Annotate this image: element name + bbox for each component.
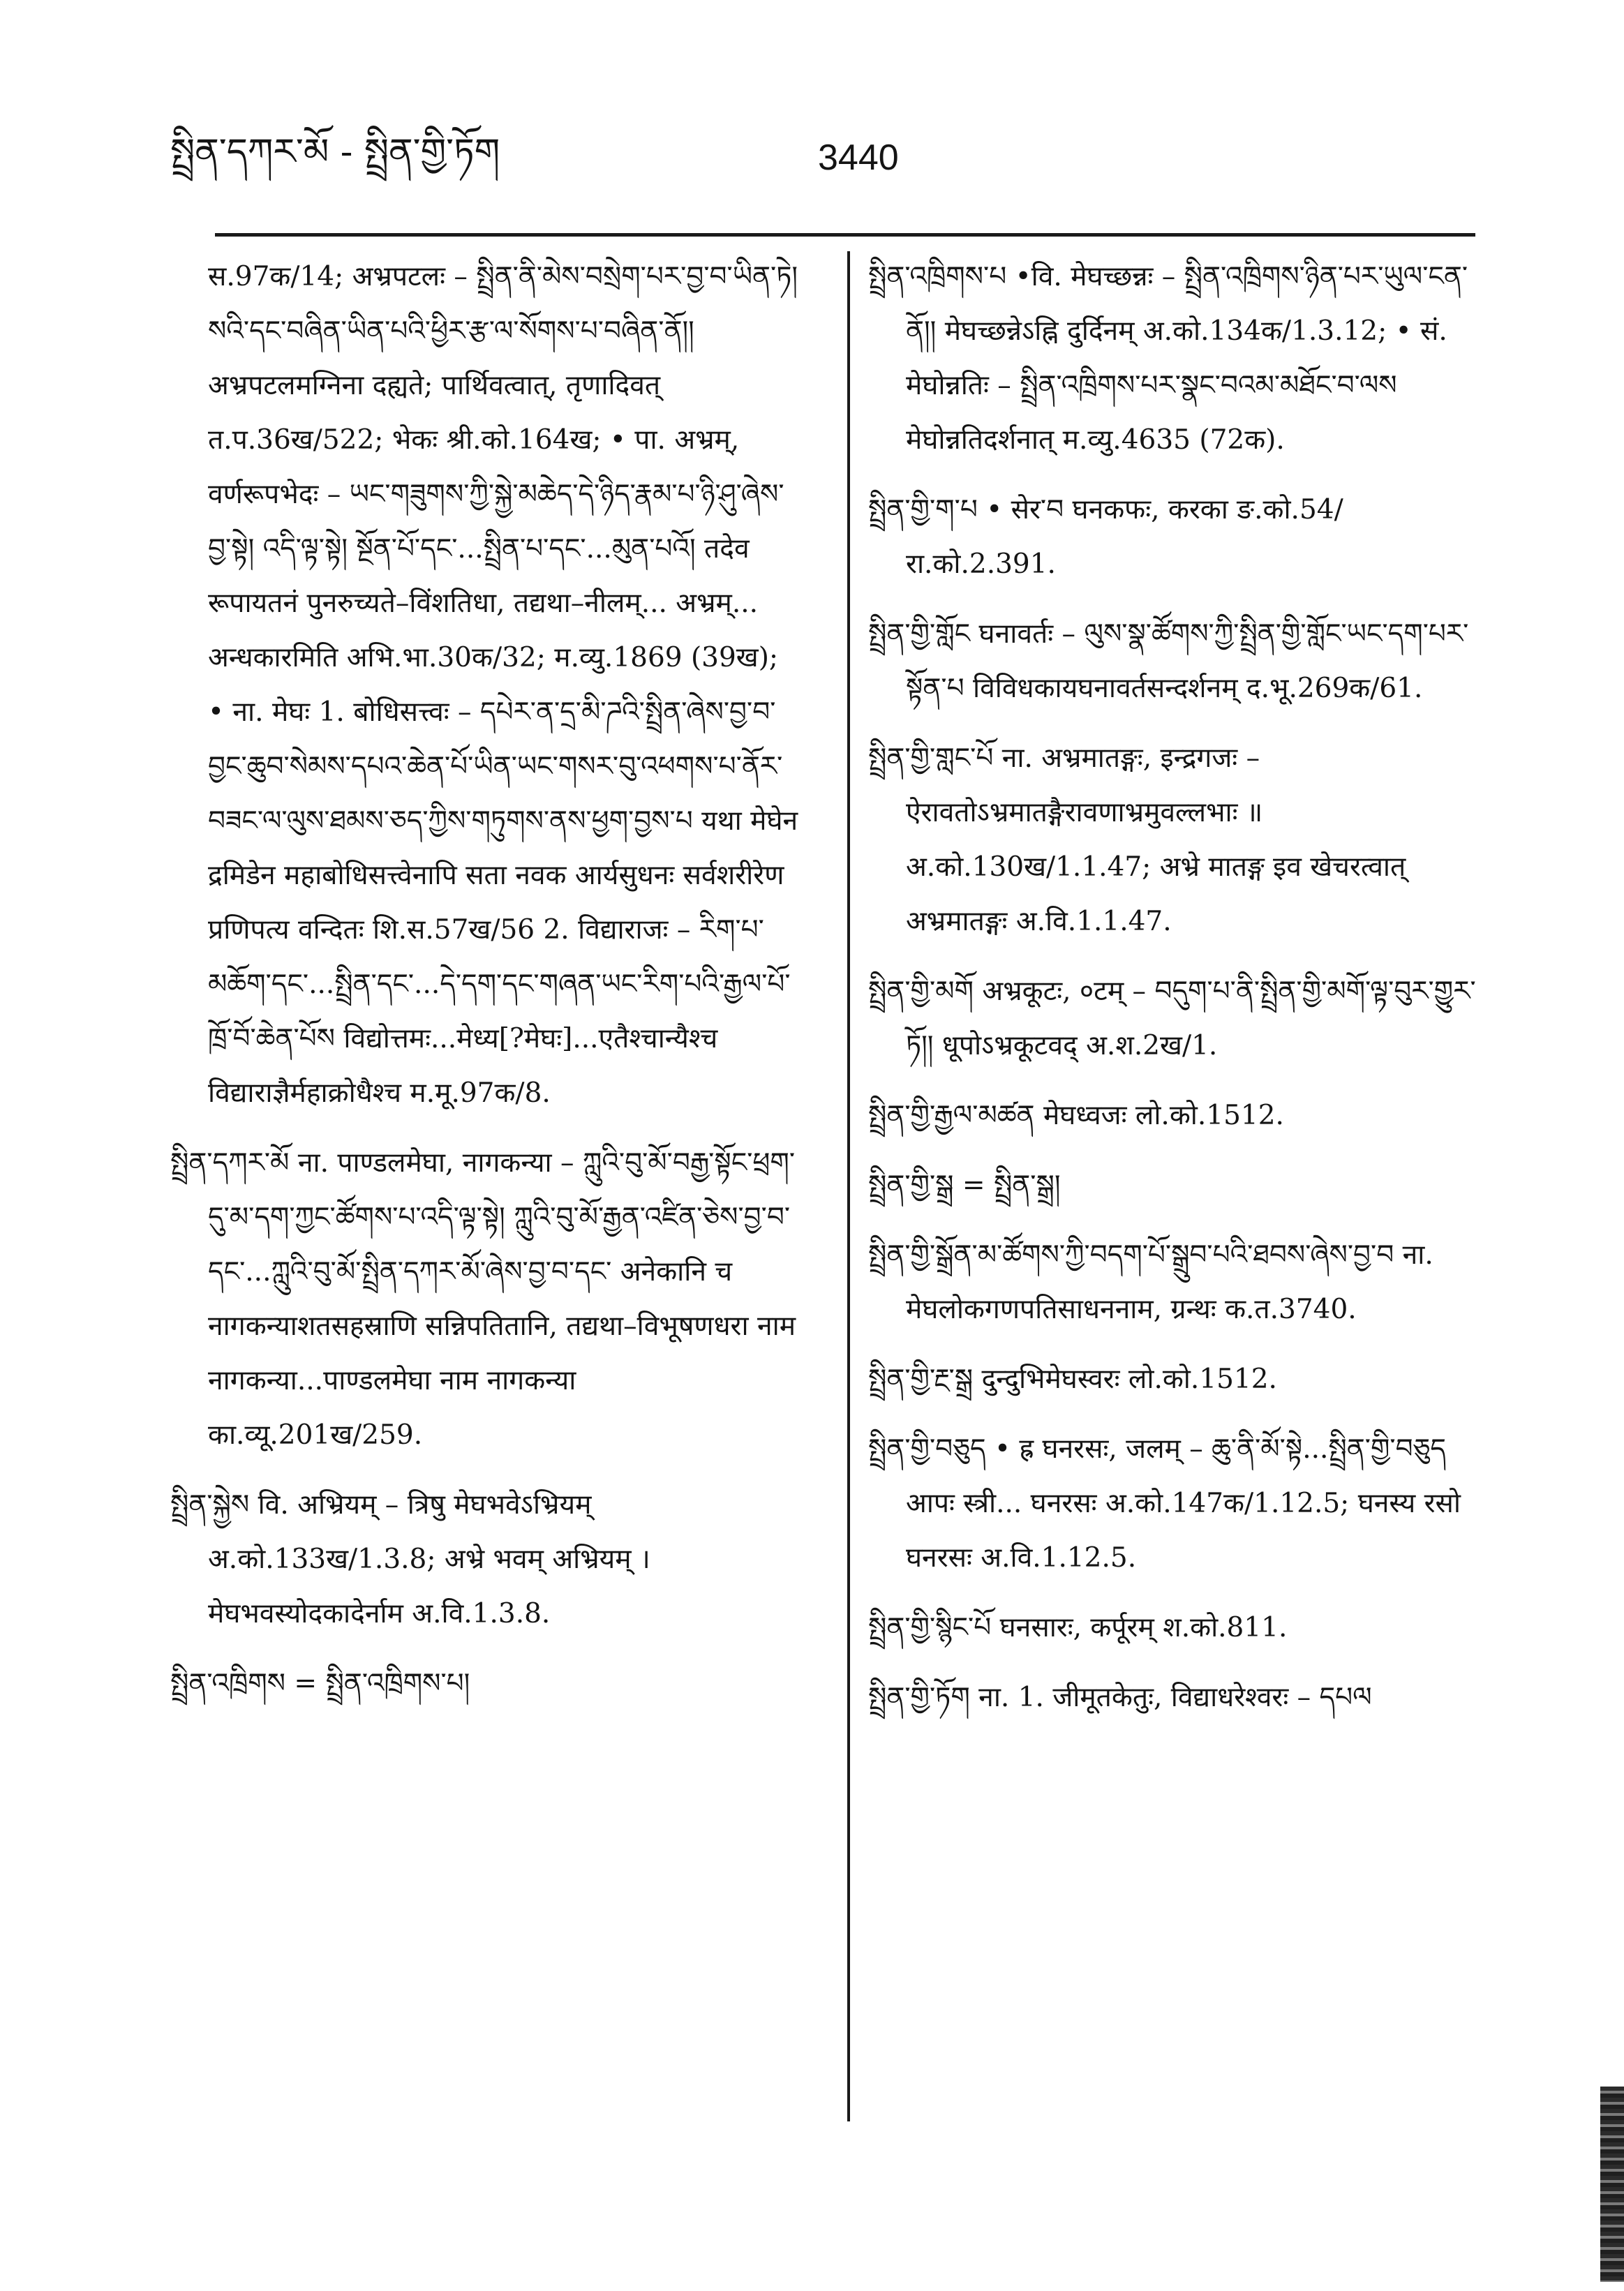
entry-text: སྤྲིན་གྱི་གློང घनावर्तः – ལུས་སྣ་ཚོགས་ཀྱི་སྤྲིན་གྱི་གློང་ཡང་དག་པར་སྟོན་པ विविधकायघनावर्तसन्दर्शनम् द.भू.269क/61. xyxy=(868,618,1469,704)
entry-text: སྤྲིན་སྐྱེས वि. अभ्रियम् – त्रिषु मेघभवेऽभ्रियम् अ.को.133ख/1.3.8; अभ्रे भवम् अभ्रियम् । मेघभवस्योदकादेर्नाम अ.वि.1.3.8. xyxy=(170,1489,650,1629)
running-head: སྤྲིན་དཀར་མོ - སྤྲིན་གྱི་ཏོག xyxy=(170,131,500,173)
dictionary-entry xyxy=(868,1089,1482,1143)
dictionary-entry xyxy=(868,250,1482,468)
dictionary-entry xyxy=(868,1228,1482,1337)
dictionary-entry xyxy=(868,1158,1482,1213)
entry-text: སྤྲིན་དཀར་མོ ना. पाण्डलमेघा, नागकन्या – ཀླུའི་བུ་མོ་བརྒྱ་སྟོང་ཕྲག་དུ་མ་དག་ཀྱང་ཚོགས་པ་འདི་ལྟ་སྟེ། ཀླུའི་བུ་མོ་རྒྱན་འཛིན་ཅེས་བྱ་བ་དང་...ཀླུའི་བུ་མོ་སྤྲིན་དཀར་མོ་ཞེས་བྱ་བ་དང་ अनेकानि च नागकन्याशतसहस्राणि सन्निपतितानि, तद्यथा–विभूषणधरा नाम नागकन्या...पाण्डलमेघा नाम नागकन्या का.व्यू.201ख/259. xyxy=(170,1147,796,1451)
entry-text: སྤྲིན་གྱི་མགོ अभ्रकूटः, ०टम् – བདུག་པ་ནི་སྤྲིན་གྱི་མགོ་ལྟ་བུར་གྱུར་ཏོ།། धूपोऽभ्रकूटवद् अ.श.2ख/1. xyxy=(868,976,1476,1061)
dictionary-entry xyxy=(170,1478,798,1641)
column-divider xyxy=(847,251,850,2121)
entry-text: སྤྲིན་གྱི་ཏོག ना. 1. जीमूतकेतुः, विद्याधरेश्वरः – དཔལ xyxy=(868,1682,1372,1713)
dictionary-entry xyxy=(170,1136,798,1463)
right-column xyxy=(868,250,1482,1740)
dictionary-entry xyxy=(868,731,1482,949)
dictionary-entry xyxy=(868,964,1482,1073)
left-column xyxy=(170,250,798,1726)
dictionary-entry xyxy=(868,483,1482,592)
entry-text: སྤྲིན་གྱི་གླང་པོ ना. अभ्रमातङ्गः, इन्द्रगजः – ऐरावतोऽभ्रमातङ्गैरावणाभ्रमुवल्लभाः ॥ अ.को.130ख/1.1.47; अभ्रे मातङ्ग इव खेचरत्वात् अभ्रमातङ्गः अ.वि.1.1.47. xyxy=(868,742,1406,937)
dictionary-entry xyxy=(868,1671,1482,1725)
dictionary-entry xyxy=(868,607,1482,716)
dictionary-entry xyxy=(868,1601,1482,1655)
entry-continuation xyxy=(170,250,798,1121)
entry-text: སྤྲིན་གྱི་རྔ་སྒྲ दुन्दुभिमेघस्वरः लो.को.1512. xyxy=(868,1364,1277,1395)
entry-text: སྤྲིན་གྱི་སྙིང་པོ घनसारः, कर्पूरम् श.को.811. xyxy=(868,1612,1288,1643)
page-number: 3440 xyxy=(818,137,899,178)
entry-text: སྤྲིན་གྱི་སྒྲ = སྤྲིན་སྒྲ། xyxy=(868,1170,1061,1201)
entry-text: སྤྲིན་གྱི་སྒྲོན་མ་ཚོགས་ཀྱི་བདག་པོ་སྒྲུབ་པའི་ཐབས་ཞེས་བྱ་བ ना. मेघलोकगणपतिसाधननाम, ग्रन्थः क.त.3740. xyxy=(868,1239,1433,1325)
entry-text: སྤྲིན་འཁྲིགས = སྤྲིན་འཁྲིགས་པ། xyxy=(170,1668,470,1699)
header-rule xyxy=(215,233,1475,237)
dictionary-entry xyxy=(868,1352,1482,1407)
dictionary-entry xyxy=(170,1657,798,1711)
entry-text: स.97क/14; अभ्रपटलः – སྤྲིན་ནི་མེས་བསྲེག་པར་བྱ་བ་ཡིན་ཏེ། སའི་དང་བཞིན་ཡིན་པའི་ཕྱིར་རྩ་ལ་སོགས་པ་བཞིན་ནོ།། अभ्रपटलमग्निना दह्यते; पार्थिवत्वात्, तृणादिवत् त.प.36ख/522; भेकः श्री.को.164ख; • पा. अभ्रम्, वर्णरूपभेदः – ཡང་གཟུགས་ཀྱི་སྐྱེ་མཆེད་དེ་ཉིད་རྣམ་པ་ཉི་ཤུ་ཞེས་བྱ་སྟེ། འདི་ལྟ་སྟེ། སྔོན་པོ་དང་...སྤྲིན་པ་དང་...མུན་པའོ། तदेव रूपायतनं पुनरुच्यते–विंशतिधा, तद्यथा–नीलम्... अभ्रम्... अन्धकारमिति अभि.भा.30क/32; म.व्यु.1869 (39ख); • ना. मेघः 1. बोधिसत्त्वः – དཔེར་ན་དྲ་མི་ཌའི་སྤྲིན་ཞེས་བྱ་བ་བྱང་ཆུབ་སེམས་དཔའ་ཆེན་པོ་ཡིན་ཡང་གསར་བུ་འཕགས་པ་ནོར་བཟང་ལ་ལུས་ཐམས་ཅད་ཀྱིས་གཏུགས་ནས་ཕྱག་བྱས་པ यथा मेघेन द्रमिडेन महाबोधिसत्त्वेनापि सता नवक आर्यसुधनः सर्वशरीरेण प्रणिपत्य वन्दितः शि.स.57ख/56 2. विद्याराजः – རིག་པ་མཆོག་དང་...སྤྲིན་དང་...དེ་དག་དང་གཞན་ཡང་རིག་པའི་རྒྱལ་པོ་ཁྲོ་བོ་ཆེན་པོས विद्योत्तमः...मेध्य[?मेघः]...एतैश्चान्यैश्च विद्याराज्ञैर्महाक्रोधैश्च म.मू.97क/8. xyxy=(208,261,798,1109)
entry-text: སྤྲིན་གྱི་བཅུད • ह्र घनरसः, जलम् – ཆུ་ནི་མོ་སྟེ...སྤྲིན་གྱི་བཅུད आपः स्त्री... घनरसः अ.को.147क/1.12.5; घनस्य रसो घनरसः अ.वि.1.12.5. xyxy=(868,1433,1461,1574)
dictionary-entry xyxy=(868,1422,1482,1585)
entry-text: སྤྲིན་གྱི་ག་པ • सेर་བ घनकफः, करका ङ.को.54/रा.को.2.391. xyxy=(868,494,1343,580)
scan-edge-mark xyxy=(1600,2087,1624,2282)
entry-text: སྤྲིན་གྱི་རྒྱལ་མཚན मेघध्वजः लो.को.1512. xyxy=(868,1100,1284,1131)
entry-text: སྤྲིན་འཁྲིགས་པ •वि. मेघच्छन्नः – སྤྲིན་འཁྲིགས་ཉིན་པར་ཡུལ་ངན་ནོ།། मेघच्छन्नेऽह्नि दुर्दिनम् अ.को.134क/1.3.12; • सं. मेघोन्नतिः – སྤྲིན་འཁྲིགས་པར་སྣང་བའམ་མཐོང་བ་ལས मेघोन्नतिदर्शनात् म.व्यु.4635 (72क). xyxy=(868,261,1468,456)
